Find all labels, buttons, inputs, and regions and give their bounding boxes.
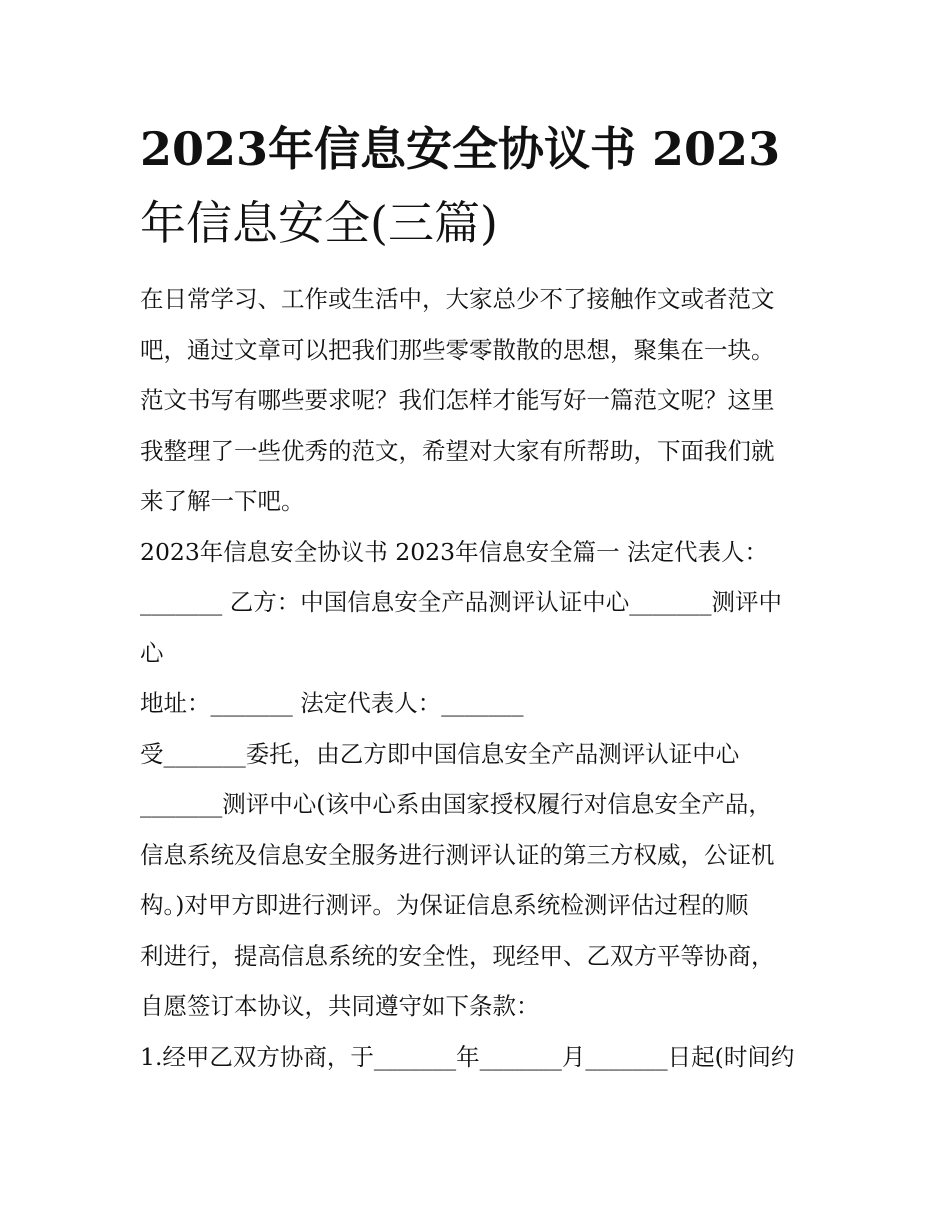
document-page	[140, 112, 820, 1082]
body-line: 吧，通过文章可以把我们那些零零散散的思想，聚集在一块。	[140, 335, 775, 364]
body-line: 1.经甲乙双方协商，于_______年_______月_______日起(时间约	[140, 1042, 795, 1071]
body-line: 构。)对甲方即进行测评。为保证信息系统检测评估过程的顺	[140, 891, 749, 919]
body-line: 2023年信息安全协议书 2023年信息安全篇一 法定代表人：	[140, 537, 769, 566]
body-line: 我整理了一些优秀的范文，希望对大家有所帮助，下面我们就	[140, 436, 775, 465]
body-line: 在日常学习、工作或生活中，大家总少不了接触作文或者范文	[140, 285, 775, 313]
body-line: 心	[140, 638, 164, 667]
title-line-2: 年信息安全(三篇)	[140, 196, 498, 250]
body-line: 自愿签订本协议，共同遵守如下条款：	[140, 992, 540, 1020]
body-line: 范文书写有哪些要求呢？我们怎样才能写好一篇范文呢？这里	[140, 386, 775, 414]
body-line: 地址：_______ 法定代表人：_______	[140, 689, 524, 717]
address-line	[140, 678, 820, 729]
agreement-header-paragraph	[140, 527, 820, 679]
body-line: 信息系统及信息安全服务进行测评认证的第三方权威，公证机	[140, 840, 775, 869]
body-line: 来了解一下吧。	[140, 487, 305, 515]
document-body	[140, 274, 820, 1082]
body-line: 利进行，提高信息系统的安全性，现经甲、乙双方平等协商，	[140, 941, 775, 970]
entrustment-paragraph	[140, 729, 820, 1032]
body-line: _______测评中心(该中心系由国家授权履行对信息安全产品，	[140, 790, 772, 818]
intro-paragraph	[140, 274, 820, 527]
document-title	[140, 112, 820, 260]
clause-1	[140, 1032, 820, 1083]
title-line-1: 2023年信息安全协议书 2023	[140, 122, 781, 176]
body-line: _______ 乙方：中国信息安全产品测评认证中心_______测评中	[140, 588, 782, 616]
body-line: 受_______委托，由乙方即中国信息安全产品测评认证中心	[140, 739, 740, 768]
